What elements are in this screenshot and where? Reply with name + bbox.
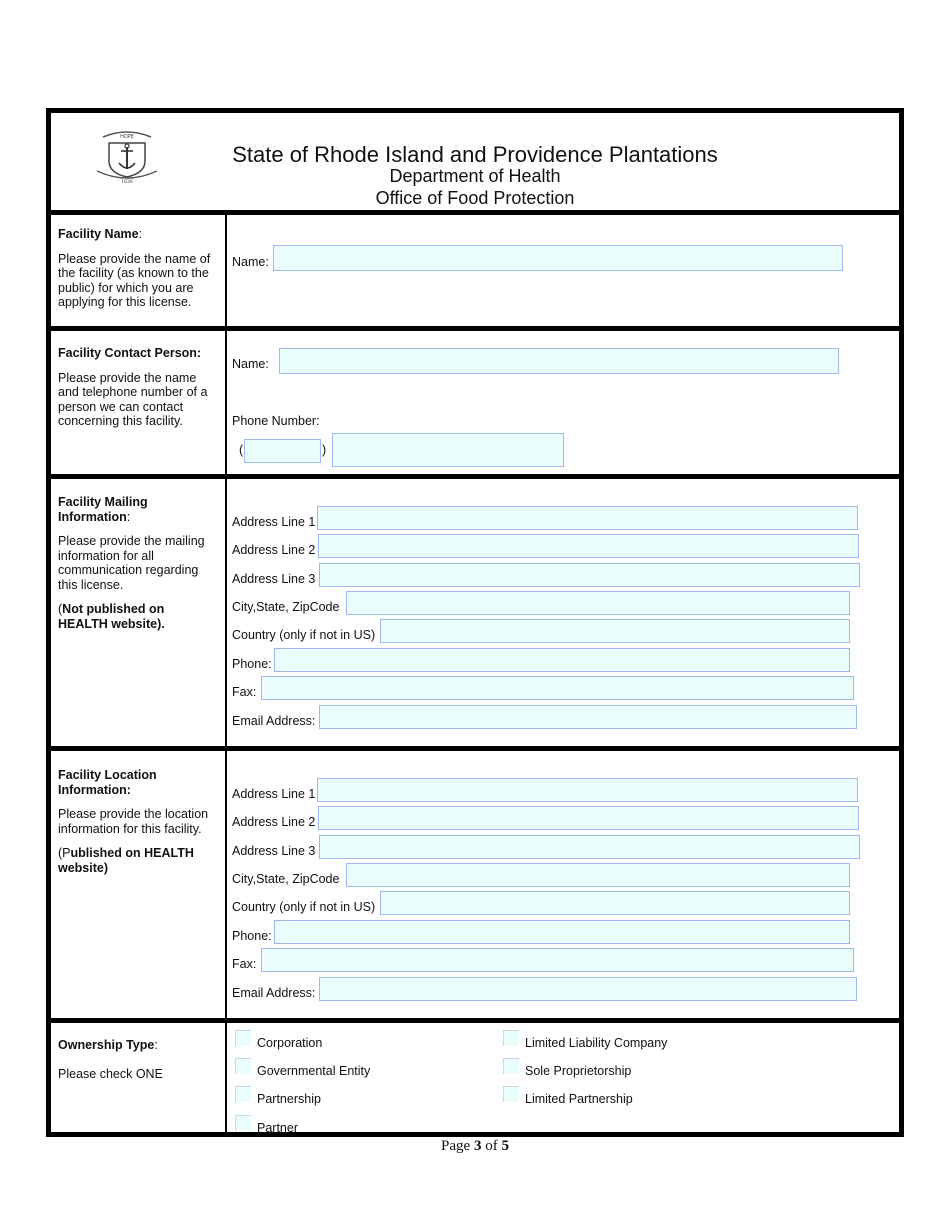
location-field-label: Phone: [232, 929, 272, 943]
ownership-checkbox[interactable] [235, 1115, 251, 1131]
ownership-checkbox[interactable] [503, 1030, 519, 1046]
area-code-input[interactable] [244, 439, 321, 463]
mailing-help-text: Please provide the mailing information for all communication regarding this license. [58, 534, 205, 592]
location-description [58, 768, 216, 885]
mailing-description: Facility Mailing Information: Please provide the mailing information for all communication regarding this license. (Not published on HEALTH website). [58, 495, 216, 641]
facility-name-heading: Facility Name [58, 227, 139, 241]
contact-person-help-text: Please provide the name and telephone number of a person we can contact concerning this facility. [58, 370, 208, 428]
location-field-label: Address Line 3 [232, 844, 316, 858]
location-field-label: City,State, ZipCode [232, 872, 340, 886]
location-field-input[interactable] [319, 835, 860, 859]
form-title: State of Rhode Island and Providence Plantations [232, 142, 718, 167]
office-name: Office of Food Protection [375, 188, 575, 208]
location-field-input[interactable] [318, 806, 859, 830]
facility-name-label: Name: [232, 255, 269, 269]
contact-person-heading: Facility Contact Person: [58, 346, 202, 360]
section-divider [51, 746, 899, 751]
ownership-checkbox[interactable] [235, 1030, 251, 1046]
contact-name-label: Name: [232, 357, 269, 371]
mailing-field-label: Address Line 2 [232, 543, 316, 557]
contact-person-description [58, 346, 216, 439]
mailing-field-label: Email Address: [232, 714, 316, 728]
location-field-label: Email Address: [232, 986, 316, 1000]
facility-name-help-text: Please provide the name of the facility (as known to the public) for which you are applying for this license. [58, 251, 211, 309]
ownership-option-label: Sole Proprietorship [525, 1064, 632, 1078]
facility-name-input[interactable] [273, 245, 843, 271]
svg-text:1636: 1636 [121, 180, 133, 185]
mailing-field-input[interactable] [346, 591, 850, 615]
page-number: Page 3 of 5 [441, 1138, 509, 1154]
mailing-field-label: City,State, ZipCode [232, 600, 340, 614]
location-field-input[interactable] [317, 778, 858, 802]
area-code-close-paren: ) [322, 443, 327, 457]
mailing-field-input[interactable] [317, 506, 858, 530]
area-code-open-paren: ( [239, 443, 244, 457]
ownership-option-label: Limited Liability Company [525, 1036, 668, 1050]
ownership-option-label: Limited Partnership [525, 1092, 633, 1106]
mailing-heading: Facility Mailing Information [58, 495, 148, 524]
location-heading: Facility Location Information: [58, 768, 157, 797]
form-header [51, 113, 899, 210]
mailing-field-input[interactable] [319, 705, 857, 729]
mailing-field-input[interactable] [274, 648, 850, 672]
mailing-field-label: Country (only if not in US) [232, 628, 376, 642]
mailing-field-input[interactable] [380, 619, 850, 643]
ownership-description: Ownership Type: Please check ONE [58, 1038, 216, 1091]
mailing-field-input[interactable] [261, 676, 854, 700]
location-field-label: Country (only if not in US) [232, 900, 376, 914]
facility-name-description: Facility Name: Please provide the name of the facility (as known to the public) for which you are applying for this license. [58, 227, 216, 320]
contact-name-input[interactable] [279, 348, 839, 374]
location-field-input[interactable] [261, 948, 854, 972]
mailing-field-label: Address Line 3 [232, 572, 316, 586]
section-divider [51, 1018, 899, 1023]
mailing-field-input[interactable] [319, 563, 860, 587]
mailing-field-label: Address Line 1 [232, 515, 316, 529]
ownership-option-label: Governmental Entity [257, 1064, 371, 1078]
location-field-input[interactable] [346, 863, 850, 887]
department-name: Department of Health [389, 166, 561, 186]
location-field-label: Fax: [232, 957, 257, 971]
svg-text:HOPE: HOPE [120, 134, 134, 140]
ownership-heading: Ownership Type [58, 1038, 155, 1052]
ownership-option-label: Partner [257, 1121, 298, 1135]
ownership-checkbox[interactable] [235, 1086, 251, 1102]
ownership-checkbox[interactable] [503, 1086, 519, 1102]
license-application-form [46, 108, 904, 1137]
mailing-publish-note: (Not published on HEALTH website). [58, 602, 165, 631]
ownership-option-label: Partnership [257, 1092, 321, 1106]
contact-phone-input[interactable] [332, 433, 564, 467]
ownership-checkbox[interactable] [503, 1058, 519, 1074]
mailing-field-input[interactable] [318, 534, 859, 558]
mailing-field-label: Phone: [232, 657, 272, 671]
section-divider [51, 474, 899, 479]
location-field-input[interactable] [319, 977, 857, 1001]
location-field-label: Address Line 1 [232, 787, 316, 801]
location-field-input[interactable] [274, 920, 850, 944]
column-divider [225, 215, 227, 1132]
location-publish-note: (Published on HEALTH website) [58, 846, 194, 875]
mailing-field-label: Fax: [232, 685, 257, 699]
ownership-checkbox[interactable] [235, 1058, 251, 1074]
section-divider [51, 210, 899, 215]
location-help-text: Please provide the location information for this facility. [58, 807, 209, 836]
location-field-input[interactable] [380, 891, 850, 915]
phone-number-label: Phone Number: [232, 414, 320, 428]
ownership-instruction: Please check ONE [58, 1066, 163, 1081]
ownership-option-label: Corporation [257, 1036, 323, 1050]
section-divider [51, 326, 899, 331]
location-field-label: Address Line 2 [232, 815, 316, 829]
